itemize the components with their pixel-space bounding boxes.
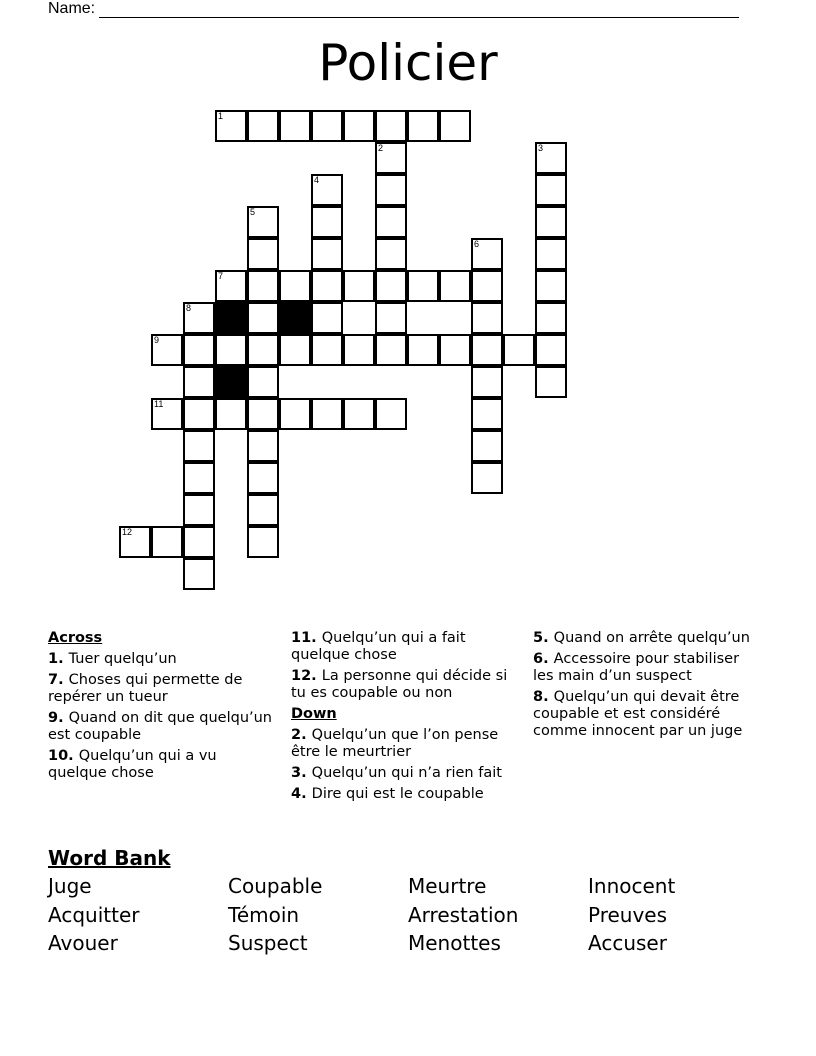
crossword-cell[interactable]	[119, 526, 151, 558]
crossword-cell[interactable]	[183, 462, 215, 494]
crossword-cell[interactable]	[311, 302, 343, 334]
crossword-black-cell	[215, 366, 247, 398]
crossword-cell[interactable]	[375, 334, 407, 366]
crossword-cell[interactable]	[279, 110, 311, 142]
clue-item	[291, 668, 521, 702]
clues-column-2	[291, 630, 521, 807]
crossword-cell[interactable]	[471, 334, 503, 366]
word-bank-word: Juge	[48, 874, 92, 898]
crossword-cell[interactable]	[183, 430, 215, 462]
crossword-cell[interactable]	[375, 238, 407, 270]
crossword-cell[interactable]	[375, 174, 407, 206]
crossword-cell[interactable]	[183, 558, 215, 590]
word-bank-word: Accuser	[588, 931, 667, 955]
clue-number: 1	[218, 111, 224, 121]
crossword-cell[interactable]	[247, 270, 279, 302]
crossword-cell[interactable]	[343, 398, 375, 430]
crossword-cell[interactable]	[343, 110, 375, 142]
clue-item	[533, 689, 763, 740]
crossword-cell[interactable]	[247, 366, 279, 398]
crossword-cell[interactable]	[375, 110, 407, 142]
crossword-cell[interactable]	[183, 494, 215, 526]
clue-text: Quelqu’un que l’on pense être le meurtrier	[291, 727, 499, 760]
across-heading: Across	[48, 630, 103, 646]
crossword-cell[interactable]	[471, 398, 503, 430]
crossword-cell[interactable]	[247, 334, 279, 366]
clue-text: Quelqu’un qui a fait quelque chose	[291, 630, 466, 663]
crossword-cell[interactable]	[215, 398, 247, 430]
word-bank-word: Avouer	[48, 931, 118, 955]
crossword-cell[interactable]	[375, 142, 407, 174]
clue-item	[48, 710, 276, 744]
crossword-cell[interactable]	[343, 270, 375, 302]
clue-item	[291, 786, 521, 803]
crossword-cell[interactable]	[407, 334, 439, 366]
crossword-cell[interactable]	[151, 526, 183, 558]
crossword-cell[interactable]	[471, 462, 503, 494]
crossword-cell[interactable]	[375, 398, 407, 430]
clue-item	[291, 765, 521, 782]
crossword-cell[interactable]	[311, 206, 343, 238]
crossword-cell[interactable]	[215, 110, 247, 142]
clue-number-label: 9.	[48, 710, 69, 726]
clue-item	[48, 651, 276, 668]
crossword-cell[interactable]	[183, 526, 215, 558]
crossword-cell[interactable]	[279, 398, 311, 430]
crossword-cell[interactable]	[247, 462, 279, 494]
crossword-cell[interactable]	[311, 174, 343, 206]
clue-number-label: 4.	[291, 786, 312, 802]
crossword-cell[interactable]	[407, 270, 439, 302]
crossword-cell[interactable]	[375, 302, 407, 334]
crossword-cell[interactable]	[247, 110, 279, 142]
crossword-cell[interactable]	[375, 206, 407, 238]
crossword-cell[interactable]	[375, 270, 407, 302]
clue-text: La personne qui décide si tu es coupable ou non	[291, 668, 508, 701]
clue-number: 8	[186, 303, 192, 313]
clue-number-label: 10.	[48, 748, 79, 764]
clue-number-label: 11.	[291, 630, 322, 646]
crossword-cell[interactable]	[183, 366, 215, 398]
crossword-cell[interactable]	[183, 302, 215, 334]
clue-number: 9	[154, 335, 160, 345]
clue-number: 12	[122, 527, 133, 537]
clues-column-1	[48, 630, 276, 786]
crossword-cell[interactable]	[535, 142, 567, 174]
crossword-cell[interactable]	[151, 398, 183, 430]
crossword-cell[interactable]	[279, 334, 311, 366]
crossword-cell[interactable]	[535, 270, 567, 302]
word-bank-word: Suspect	[228, 931, 308, 955]
crossword-cell[interactable]	[311, 110, 343, 142]
down-heading: Down	[291, 706, 337, 722]
crossword-black-cell	[215, 302, 247, 334]
crossword-cell[interactable]	[471, 430, 503, 462]
crossword-cell[interactable]	[151, 334, 183, 366]
crossword-cell[interactable]	[535, 206, 567, 238]
crossword-cell[interactable]	[439, 110, 471, 142]
crossword-cell[interactable]	[247, 302, 279, 334]
clue-number: 5	[250, 207, 256, 217]
crossword-cell[interactable]	[311, 334, 343, 366]
crossword-cell[interactable]	[407, 110, 439, 142]
crossword-cell[interactable]	[471, 238, 503, 270]
crossword-cell[interactable]	[535, 302, 567, 334]
clue-number: 11	[154, 399, 164, 409]
clue-number-label: 8.	[533, 689, 554, 705]
clue-number-label: 12.	[291, 668, 322, 684]
crossword-cell[interactable]	[215, 270, 247, 302]
word-bank-word: Acquitter	[48, 903, 140, 927]
word-bank-word: Preuves	[588, 903, 668, 927]
crossword-cell[interactable]	[247, 398, 279, 430]
clue-text: Accessoire pour stabiliser les main d’un suspect	[533, 651, 740, 684]
crossword-cell[interactable]	[535, 238, 567, 270]
crossword-cell[interactable]	[311, 238, 343, 270]
crossword-cell[interactable]	[471, 270, 503, 302]
name-label: Name:	[48, 0, 96, 17]
clue-item	[533, 630, 763, 647]
word-bank-word: Menottes	[408, 931, 501, 955]
clue-text: Quelqu’un qui a vu quelque chose	[48, 748, 217, 781]
clue-text: Quand on dit que quelqu’un est coupable	[48, 710, 272, 743]
clue-item	[291, 727, 521, 761]
word-bank-word: Coupable	[228, 874, 323, 898]
crossword-cell[interactable]	[439, 270, 471, 302]
crossword-cell[interactable]	[183, 334, 215, 366]
clue-number-label: 3.	[291, 765, 312, 781]
clue-text: Quelqu’un qui n’a rien fait	[311, 765, 502, 781]
clue-item	[533, 651, 763, 685]
word-bank-word: Innocent	[588, 874, 676, 898]
crossword-cell[interactable]	[503, 334, 535, 366]
clue-number: 3	[538, 143, 544, 153]
clue-text: Quelqu’un qui devait être coupable et est considéré comme innocent par un juge	[533, 689, 743, 739]
crossword-cell[interactable]	[535, 174, 567, 206]
word-bank-word: Meurtre	[408, 874, 487, 898]
clue-text: Tuer quelqu’un	[68, 651, 177, 667]
crossword-cell[interactable]	[343, 334, 375, 366]
clue-item	[48, 672, 276, 706]
crossword-cell[interactable]	[247, 430, 279, 462]
word-bank-title: Word Bank	[48, 846, 171, 870]
clue-number: 6	[474, 239, 480, 249]
word-bank-word: Témoin	[228, 903, 300, 927]
crossword-cell[interactable]	[535, 366, 567, 398]
clue-number-label: 1.	[48, 651, 69, 667]
clue-text: Dire qui est le coupable	[311, 786, 484, 802]
crossword-cell[interactable]	[215, 334, 247, 366]
clue-number-label: 7.	[48, 672, 69, 688]
crossword-cell[interactable]	[311, 398, 343, 430]
word-bank-word: Arrestation	[408, 903, 519, 927]
crossword-cell[interactable]	[471, 302, 503, 334]
clue-number-label: 2.	[291, 727, 312, 743]
clue-number: 7	[218, 271, 224, 281]
clues-column-3	[533, 630, 763, 744]
clue-number: 2	[378, 143, 384, 153]
crossword-black-cell	[279, 302, 311, 334]
crossword-cell[interactable]	[247, 206, 279, 238]
crossword-cell[interactable]	[471, 366, 503, 398]
crossword-cell[interactable]	[535, 334, 567, 366]
clue-text: Choses qui permette de repérer un tueur	[48, 672, 243, 705]
crossword-cell[interactable]	[247, 526, 279, 558]
crossword-cell[interactable]	[311, 270, 343, 302]
crossword-cell[interactable]	[439, 334, 471, 366]
clue-number-label: 6.	[533, 651, 554, 667]
clue-number-label: 5.	[533, 630, 554, 646]
clue-item	[48, 748, 276, 782]
clue-number: 4	[314, 175, 320, 185]
crossword-cell[interactable]	[183, 398, 215, 430]
clue-text: Quand on arrête quelqu’un	[553, 630, 750, 646]
crossword-cell[interactable]	[279, 270, 311, 302]
crossword-cell[interactable]	[247, 494, 279, 526]
clue-item	[291, 630, 521, 664]
puzzle-title: Policier	[318, 34, 498, 92]
crossword-cell[interactable]	[247, 238, 279, 270]
